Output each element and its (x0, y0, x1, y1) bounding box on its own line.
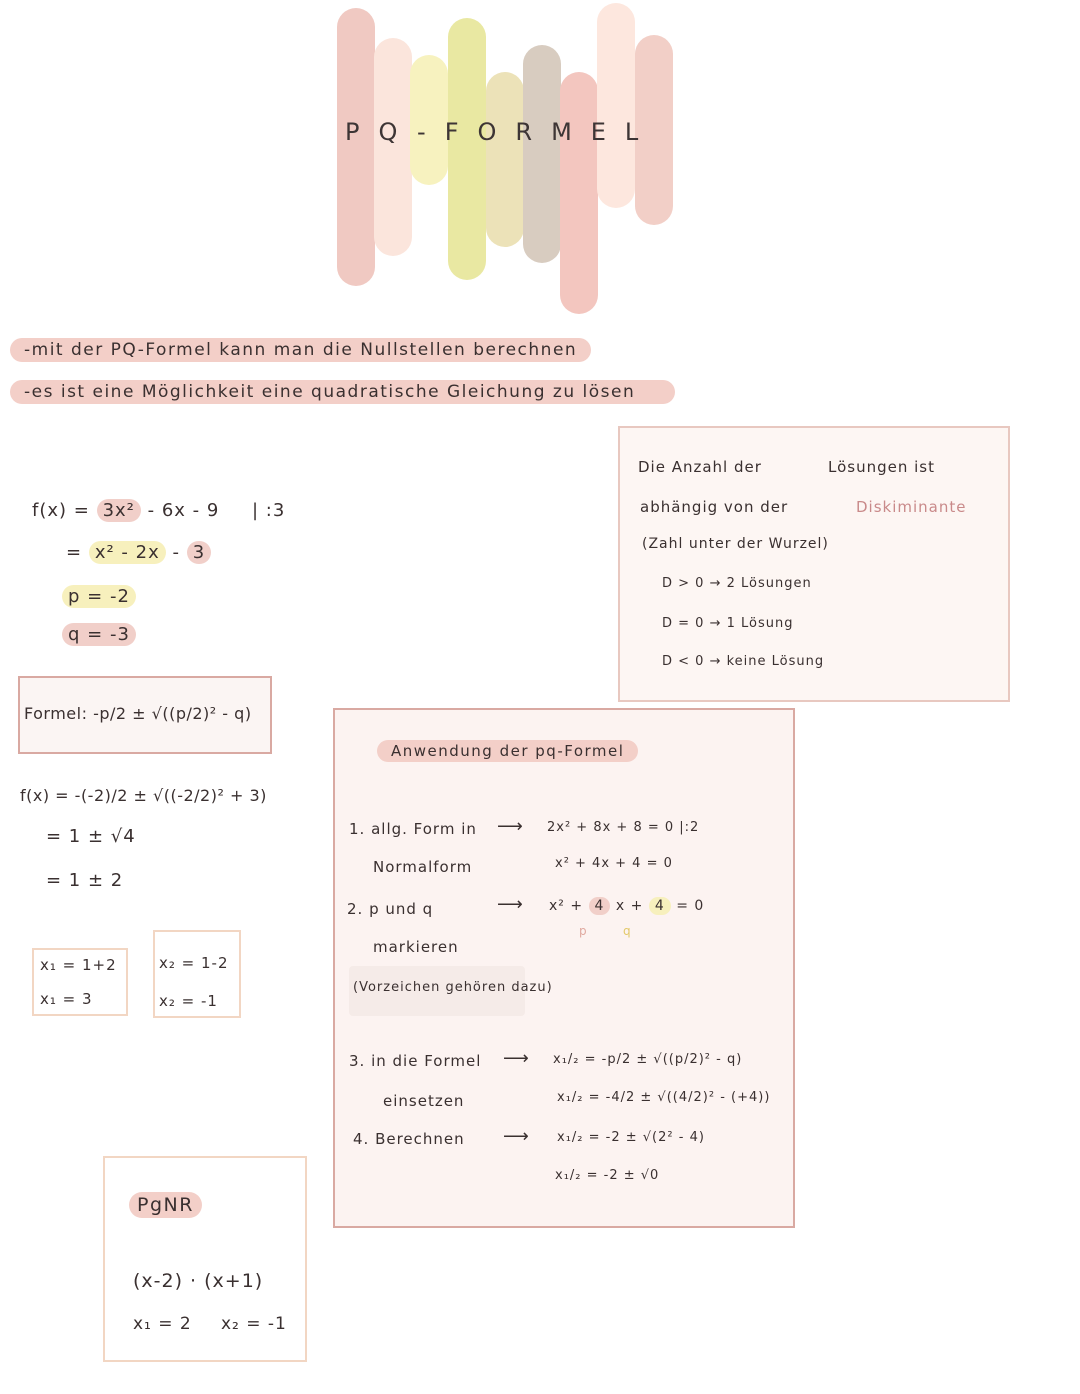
discriminant-line-2a: abhängig von der (640, 498, 789, 516)
arrow-icon: ⟶ (497, 816, 523, 837)
calc-step-3: = 1 ± 2 (46, 870, 124, 891)
q-value: q = -3 (62, 624, 136, 645)
discriminant-line-3: (Zahl unter der Wurzel) (642, 536, 829, 552)
p-marker: 4 (589, 897, 611, 915)
intro-line-2: -es ist eine Möglichkeit eine quadratische Gleichung zu lösen (10, 380, 675, 404)
stripe (597, 3, 635, 208)
calc-line-2: x₁/₂ = -4/2 ± √((4/2)² - (+4)) (557, 1090, 771, 1105)
pgnr-root-2: x₂ = -1 (221, 1314, 287, 1334)
stripe (523, 45, 561, 263)
x2-result: x₂ = -1 (159, 992, 218, 1010)
stripe (448, 18, 486, 280)
solution-x2-box (153, 930, 241, 1018)
arrow-icon: ⟶ (503, 1048, 529, 1069)
page-title: PQ-FORMEL (345, 118, 658, 146)
x1-expression: x₁ = 1+2 (40, 956, 117, 974)
intro-line-1: -mit der PQ-Formel kann man die Nullstellen berechnen (10, 338, 591, 362)
pgnr-root-1: x₁ = 2 (133, 1314, 192, 1334)
step-1-equation-1: 2x² + 8x + 8 = 0 |:2 (547, 820, 700, 835)
step-4: 4. Berechnen (353, 1130, 465, 1148)
solution-x1-box (32, 948, 128, 1016)
step-2-line-a: 2. p und q (347, 900, 434, 918)
normal-form-minus: - (172, 542, 187, 563)
discriminant-line-1b: Lösungen ist (828, 458, 935, 476)
stripe (486, 72, 524, 247)
p-label: p (579, 924, 587, 938)
calc-line-4: x₁/₂ = -2 ± √0 (555, 1168, 660, 1183)
calc-step-2: = 1 ± √4 (46, 826, 136, 847)
application-heading: Anwendung der pq-Formel (377, 740, 638, 762)
step-3-line-b: einsetzen (383, 1092, 465, 1110)
step-1-equation-2: x² + 4x + 4 = 0 (555, 856, 673, 871)
pgnr-expression: (x-2) · (x+1) (133, 1270, 264, 1292)
leading-coefficient: 3x² (97, 499, 141, 522)
calc-line-1: x₁/₂ = -p/2 ± √((p/2)² - q) (553, 1052, 743, 1067)
step-1-line-b: Normalform (373, 858, 473, 876)
function-prefix: f(x) = (32, 500, 90, 521)
arrow-icon: ⟶ (503, 1126, 529, 1147)
x2-expression: x₂ = 1-2 (159, 954, 229, 972)
formula-text: Formel: -p/2 ± √((p/2)² - q) (24, 704, 252, 723)
discriminant-box (618, 426, 1010, 702)
calc-line-3: x₁/₂ = -2 ± √(2² - 4) (557, 1130, 705, 1145)
discriminant-term: Diskiminante (856, 498, 967, 516)
stripe (337, 8, 375, 286)
stripe (374, 38, 412, 256)
normal-form-line (66, 542, 211, 563)
step-3-line-a: 3. in die Formel (349, 1052, 482, 1070)
discriminant-case-negative: D < 0 → keine Lösung (662, 654, 825, 669)
p-value: p = -2 (62, 586, 136, 607)
sign-note: (Vorzeichen gehören dazu) (353, 980, 553, 995)
pgnr-box (103, 1156, 307, 1362)
step-2-equation: x² + 4 x + 4 = 0 (549, 898, 705, 914)
function-line (32, 500, 219, 521)
discriminant-case-positive: D > 0 → 2 Lösungen (662, 576, 812, 591)
q-label: q (623, 924, 631, 938)
q-marker: 4 (649, 897, 671, 915)
discriminant-case-zero: D = 0 → 1 Lösung (662, 616, 794, 631)
divide-note: | :3 (252, 500, 286, 521)
function-rest: - 6x - 9 (147, 500, 220, 521)
step-2-line-b: markieren (373, 938, 459, 956)
application-box (333, 708, 795, 1228)
formula-box (18, 676, 272, 754)
normal-form-prefix: = (66, 542, 89, 563)
step-1-line-a: 1. allg. Form in (349, 820, 477, 838)
sign-note-box (349, 966, 553, 1016)
normal-form-main: x² - 2x (89, 541, 166, 564)
calc-step-1: f(x) = -(-2)/2 ± √((-2/2)² + 3) (20, 786, 267, 805)
x1-result: x₁ = 3 (40, 990, 93, 1008)
stripe (560, 72, 598, 314)
normal-form-constant: 3 (187, 541, 211, 564)
arrow-icon: ⟶ (497, 894, 523, 915)
pgnr-label: PgNR (129, 1192, 202, 1218)
discriminant-line-1a: Die Anzahl der (638, 458, 762, 476)
